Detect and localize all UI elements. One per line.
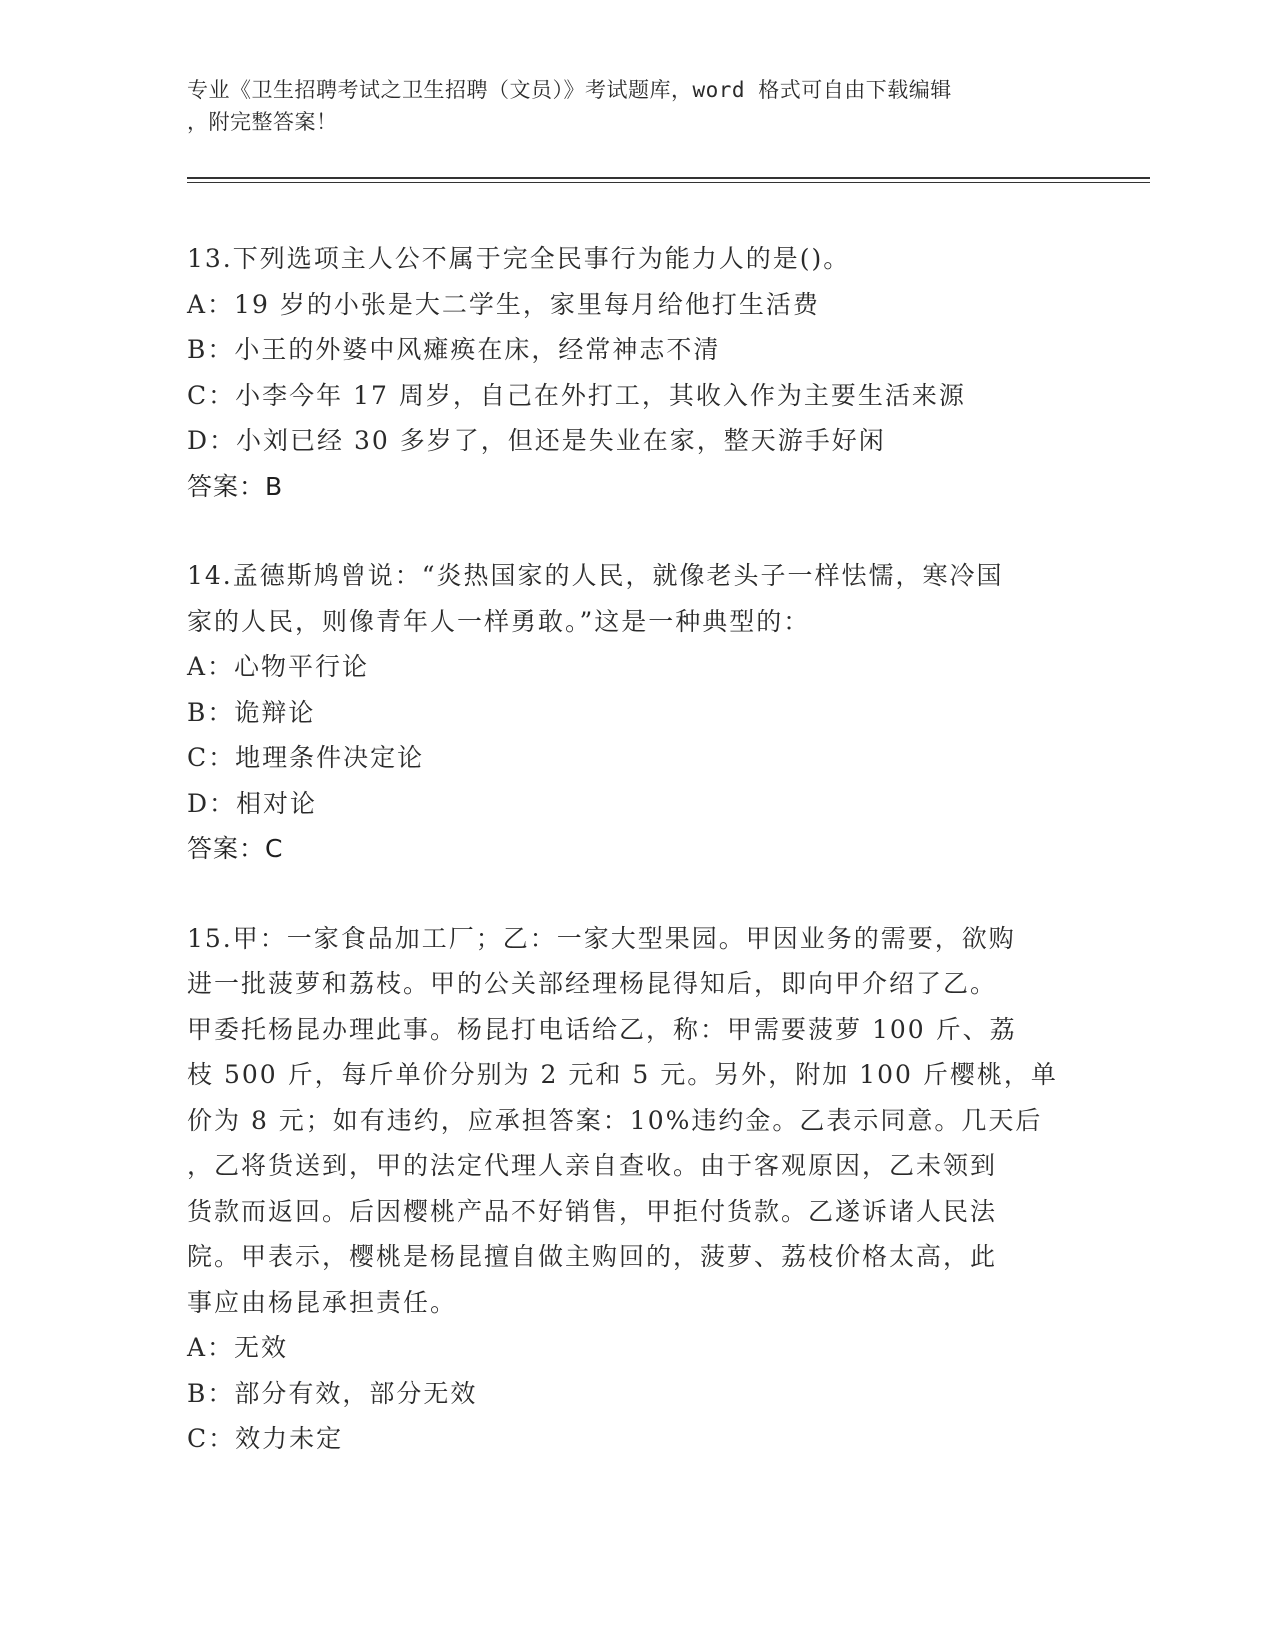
question-14 — [187, 553, 1087, 872]
header-line: 专业《卫生招聘考试之卫生招聘（文员）》考试题库，word 格式可自由下载编辑 — [187, 78, 952, 102]
document-header — [187, 74, 1067, 138]
option-d: D：小刘已经 30 多岁了，但还是失业在家，整天游手好闲 — [187, 426, 886, 455]
question-stem: 15.甲：一家食品加工厂；乙：一家大型果园。甲因业务的需要，欲购 — [187, 923, 1016, 953]
question-stem: 14.孟德斯鸠曾说：“炎热国家的人民，就像老头子一样怯懦，寒冷国 — [187, 561, 1004, 590]
header-rule — [187, 177, 1150, 179]
question-stem: ，乙将货送到，甲的法定代理人亲自查收。由于客观原因，乙未领到 — [187, 1151, 998, 1180]
question-stem: 院。甲表示，樱桃是杨昆擅自做主购回的，菠萝、荔枝价格太高，此 — [187, 1242, 998, 1271]
option-c: C：效力未定 — [187, 1424, 344, 1453]
question-stem: 价为 8 元；如有违约，应承担答案：10%违约金。乙表示同意。几天后 — [187, 1105, 1043, 1135]
question-13 — [187, 236, 1087, 509]
option-c: C：地理条件决定论 — [187, 743, 425, 772]
question-stem: 甲委托杨昆办理此事。杨昆打电话给乙，称：甲需要菠萝 100 斤、荔 — [187, 1014, 1017, 1044]
question-stem: 13.下列选项主人公不属于完全民事行为能力人的是()。 — [187, 244, 851, 273]
question-15 — [187, 916, 1087, 1462]
header-line: ，附完整答案！ — [187, 110, 338, 134]
option-a: A：19 岁的小张是大二学生，家里每月给他打生活费 — [187, 289, 820, 319]
option-b: B：部分有效，部分无效 — [187, 1378, 478, 1408]
option-c: C：小李今年 17 周岁，自己在外打工，其收入作为主要生活来源 — [187, 380, 966, 410]
question-list — [187, 236, 1087, 1506]
option-d: D：相对论 — [187, 788, 318, 818]
question-stem: 事应由杨昆承担责任。 — [187, 1287, 458, 1317]
option-a: A：心物平行论 — [187, 652, 370, 681]
option-b: B：小王的外婆中风瘫痪在床，经常神志不清 — [187, 335, 721, 364]
answer: 答案：C — [187, 834, 284, 863]
question-stem: 枝 500 斤，每斤单价分别为 2 元和 5 元。另外，附加 100 斤樱桃，单 — [187, 1060, 1058, 1089]
option-b: B：诡辩论 — [187, 697, 316, 727]
question-stem: 家的人民，则像青年人一样勇敢。”这是一种典型的： — [187, 606, 811, 636]
answer: 答案：B — [187, 471, 284, 501]
question-stem: 进一批菠萝和荔枝。甲的公关部经理杨昆得知后，即向甲介绍了乙。 — [187, 969, 998, 998]
question-stem: 货款而返回。后因樱桃产品不好销售，甲拒付货款。乙遂诉诸人民法 — [187, 1196, 998, 1226]
header-rule-thin — [187, 182, 1150, 183]
option-a: A：无效 — [187, 1333, 289, 1362]
